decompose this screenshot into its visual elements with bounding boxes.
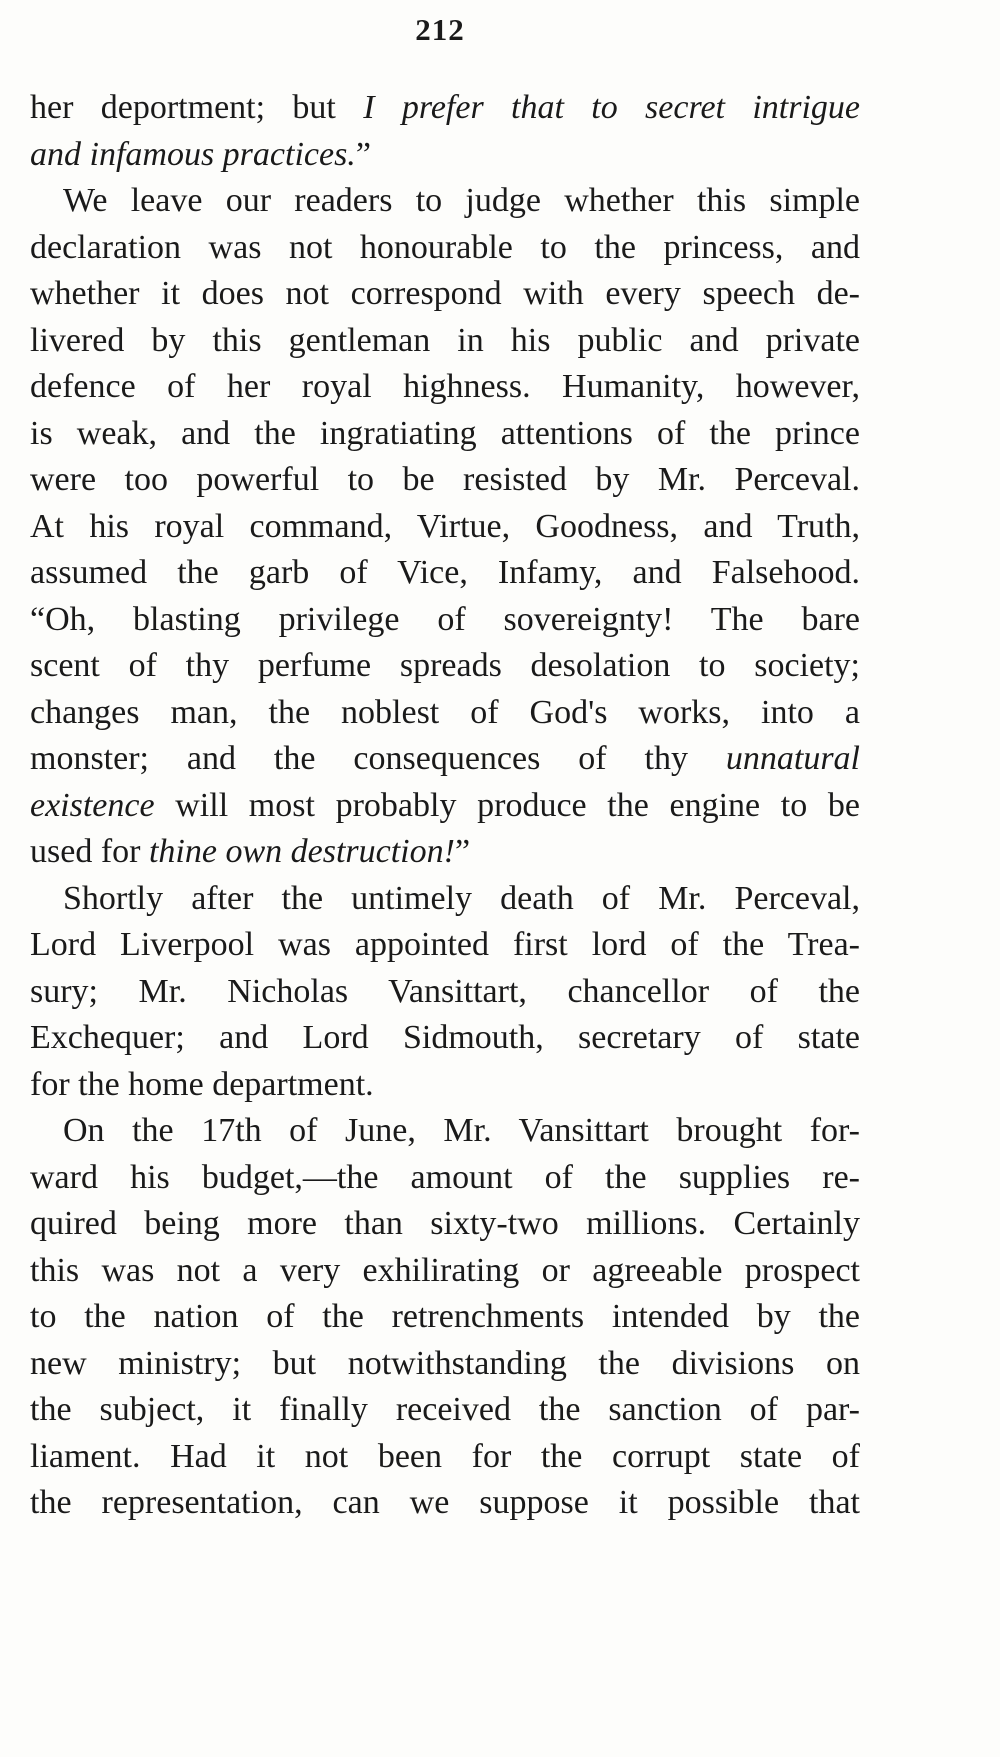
text-line [30, 132, 860, 179]
italic-text-segment: unnatural [725, 740, 860, 777]
text-segment: is weak, and the ingratiating attentions of the prince [30, 414, 860, 452]
text-segment: Exchequer; and Lord Sidmouth, secretary of state [30, 1019, 860, 1056]
text-line [30, 1248, 860, 1295]
text-segment: We leave our readers to judge whether this simple [63, 182, 860, 219]
text-line [30, 1341, 860, 1388]
text-line [30, 1480, 860, 1527]
text-line [30, 1015, 860, 1062]
text-segment: whether it does not correspond with every speech de- [30, 275, 860, 312]
italic-text-segment: thine own destruction! [148, 833, 455, 870]
text-segment: sury; Mr. Nicholas Vansittart, chancellor of the [30, 972, 860, 1010]
text-line [30, 829, 860, 876]
text-line [30, 690, 860, 737]
text-line [30, 225, 860, 272]
text-line [30, 876, 860, 923]
text-segment: ” [355, 135, 371, 173]
text-line [30, 1434, 860, 1481]
text-line [30, 178, 860, 225]
italic-text-segment: I prefer that to secret intrigue [363, 89, 860, 126]
text-segment: this was not a very exhilirating or agreeable prospect [30, 1251, 860, 1289]
text-line [30, 504, 860, 551]
text-segment: ” [454, 833, 471, 870]
text-segment: were too powerful to be resisted by Mr. Perceval. [30, 461, 860, 498]
text-segment: for the home department. [30, 1065, 374, 1103]
text-line [30, 1155, 860, 1202]
text-segment: declaration was not honourable to the princess, and [30, 228, 860, 266]
text-segment: the representation, can we suppose it possible that [30, 1484, 860, 1521]
text-segment: liament. Had it not been for the corrupt state of [30, 1437, 860, 1475]
text-segment: her deportment; but [30, 89, 364, 126]
text-line [30, 411, 860, 458]
text-segment: assumed the garb of Vice, Infamy, and Falsehood. [30, 554, 860, 591]
text-segment: to the nation of the retrenchments intended by the [30, 1298, 860, 1335]
text-segment: monster; and the consequences of thy [30, 740, 726, 777]
text-segment: new ministry; but notwithstanding the divisions on [30, 1344, 860, 1382]
text-segment: scent of thy perfume spreads desolation to society; [30, 647, 860, 684]
text-segment: At his royal command, Virtue, Goodness, and Truth, [30, 507, 860, 545]
text-segment: defence of her royal highness. Humanity, however, [30, 368, 860, 405]
text-line [30, 1201, 860, 1248]
text-line [30, 1387, 860, 1434]
text-line [30, 550, 860, 597]
text-line [30, 783, 860, 830]
text-line [30, 922, 860, 969]
text-segment: ward his budget,—the amount of the supplies re- [30, 1158, 860, 1196]
italic-text-segment: existence [30, 786, 155, 824]
text-line [30, 1294, 860, 1341]
text-line [30, 643, 860, 690]
text-line [30, 271, 860, 318]
body-text [30, 85, 860, 1527]
text-line [30, 1108, 860, 1155]
text-segment: “Oh, blasting privilege of sovereignty! The bare [30, 600, 860, 638]
text-segment: the subject, it finally received the sanction of par- [30, 1391, 860, 1428]
text-line [30, 597, 860, 644]
text-segment: changes man, the noblest of God's works, into a [30, 693, 860, 731]
text-line [30, 1062, 860, 1109]
text-segment: quired being more than sixty-two millions. Certainly [30, 1205, 860, 1242]
text-line [30, 969, 860, 1016]
text-segment: Lord Liverpool was appointed first lord of the Trea- [30, 926, 860, 963]
text-segment: will most probably produce the engine to be [154, 786, 860, 824]
text-segment: Shortly after the untimely death of Mr. Perceval, [63, 879, 860, 917]
text-line [30, 457, 860, 504]
text-line [30, 364, 860, 411]
text-line [30, 318, 860, 365]
italic-text-segment: and infamous practices. [30, 135, 356, 173]
text-segment: livered by this gentleman in his public and private [30, 321, 860, 359]
text-segment: used for [30, 833, 149, 870]
text-segment: On the 17th of June, Mr. Vansittart brought for- [63, 1112, 860, 1149]
text-line [30, 736, 860, 783]
text-line [30, 85, 860, 132]
page-number: 212 [415, 12, 465, 47]
